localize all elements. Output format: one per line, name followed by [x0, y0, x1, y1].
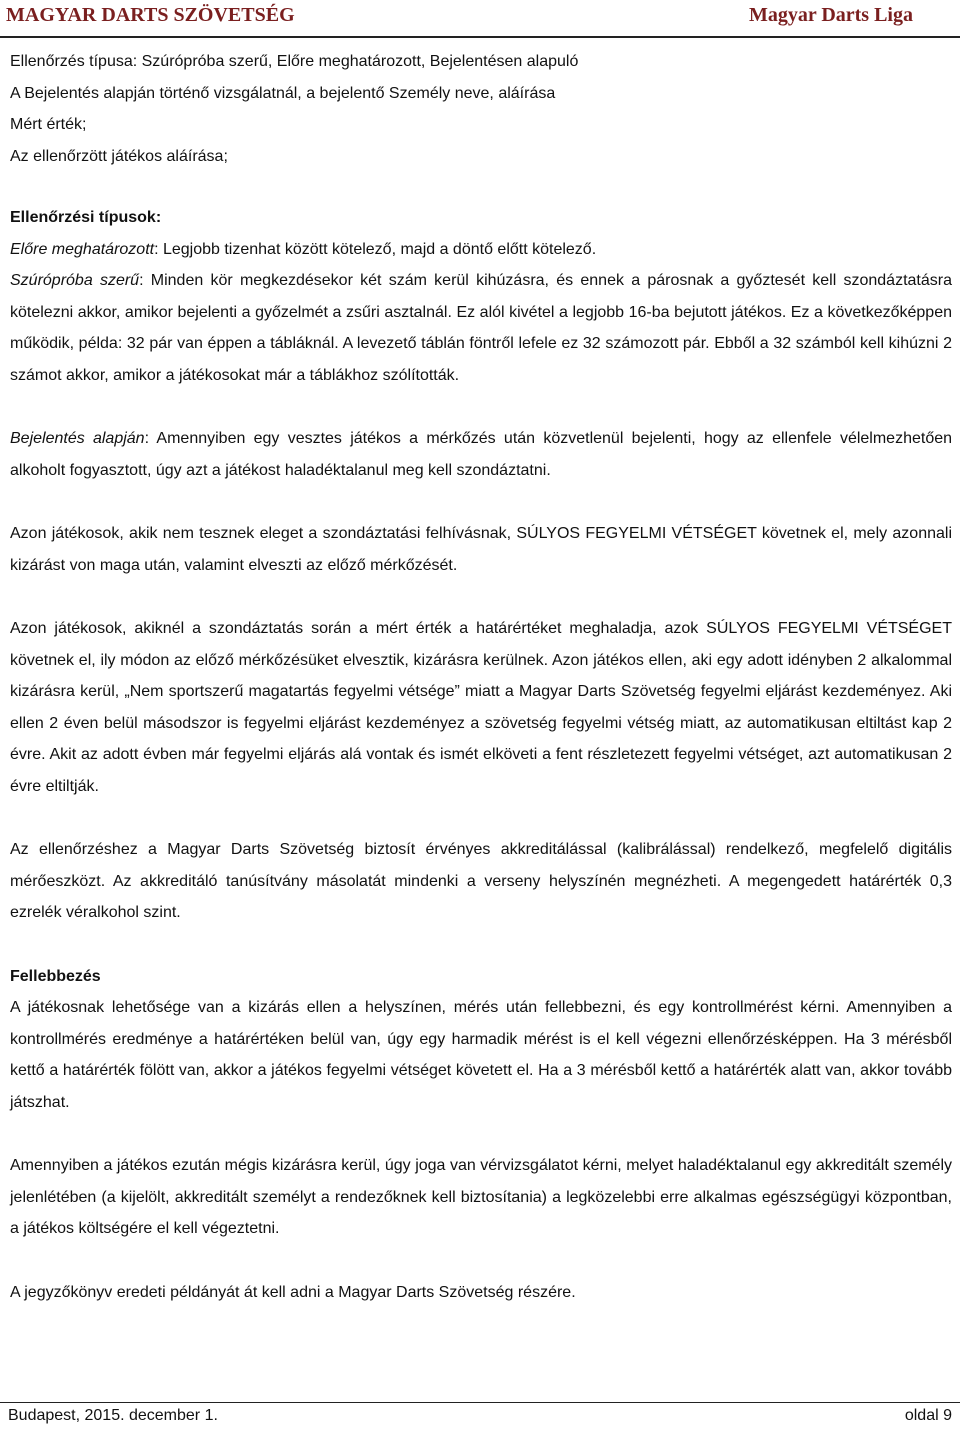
term-report: Bejelentés alapján [10, 430, 145, 447]
paragraph-exceed: Azon játékosok, akiknél a szondáztatás során a mért érték a határértéket meghaladja, azok SÚLYOS FEGYELMI VÉTSÉGET követnek el, ily módon az előző mérkőzésüket elvesztik, kizárásra kerülnek. Azon játékos ellen, aki egy adott idényben 2 alkalommal kizárásra kerül, „Nem sportszerű magatartás fegyelmi vétsége” miatt a Magyar Darts Szövetség fegyelmi eljárást kezdeményez. Aki ellen 2 éven belül másodszor is fegyelmi eljárást kezdeményez a szövetség fegyelmi vétség miatt, az automatikusan eltiltást kap 2 évre. Akit az adott évben már fegyelmi eljárás alá vontak és ismét elköveti a fent részletezett fegyelmi vétséget, azt automatikusan 2 évre eltiltják. [10, 620, 952, 795]
section-heading-appeal: Fellebbezés [10, 967, 101, 985]
intro-line: Ellenőrzés típusa: Szúrópróba szerű, Előre meghatározott, Bejelentésen alapuló [10, 53, 579, 70]
paragraph-minutes: A jegyzőkönyv eredeti példányát át kell adni a Magyar Darts Szövetség részére. [10, 1283, 576, 1301]
intro-line: Mért érték; [10, 116, 87, 133]
page-header [0, 0, 960, 38]
intro-line: Az ellenőrzött játékos aláírása; [10, 147, 228, 165]
page-footer [0, 1402, 960, 1429]
page-number: oldal 9 [904, 1407, 952, 1424]
header-league: Magyar Darts Liga [748, 4, 913, 26]
section-heading-types: Ellenőrzési típusok: [10, 209, 162, 226]
paragraph-random [10, 265, 952, 391]
paragraph-report [10, 423, 952, 486]
paragraph-appeal: A játékosnak lehetősége van a kizárás ellen a helyszínen, mérés után fellebbezni, és egy kontrollmérést kérni. Amennyiben a kontrollmérés eredménye a határértéken belül van, úgy egy harmadik mérést is el kell végezni ellenőrzésképpen. Ha 3 mérésből kettő a határérték fölött van, akkor a játékos fegyelmi vétséget követett el. Ha a 3 mérésből kettő a határérték alatt van, akkor tovább játszhat. [10, 999, 952, 1111]
paragraph-refuse: Azon játékosok, akik nem tesznek eleget a szondáztatási felhívásnak, SÚLYOS FEGYELMI VÉTSÉGET követnek el, mely azonnali kizárást von maga után, valamint elveszti az előző mérkőzését. [10, 525, 952, 574]
intro-line: A Bejelentés alapján történő vizsgálatnál, a bejelentő Személy neve, aláírása [10, 84, 556, 102]
term-predefined: Előre meghatározott [10, 240, 155, 258]
header-organization: MAGYAR DARTS SZÖVETSÉG [6, 4, 295, 26]
random-text: : Minden kör megkezdésekor két szám kerül kihúzásra, és ennek a párosnak a győztesét kell szondáztatásra kötelezni akkor, amikor bejelenti a győzelmét a zsűri asztalnál. Ez alól kivétel a legjobb 16-ba bejutott játékos. Ez a következőképpen működik, példa: 32 pár van éppen a tábláknál. A levezető táblán föntről lefele ez 32 számozott pár. Ebből a 32 számból kell kihúzni 2 számot akkor, amikor a játékosokat már a táblákhoz szólították. [10, 272, 952, 384]
paragraph-predefined [10, 234, 952, 266]
predefined-text: : Legjobb tizenhat között kötelező, majd a döntő előtt kötelező. [154, 240, 597, 258]
term-random: Szúrópróba szerű [10, 272, 140, 289]
document-body [10, 46, 952, 1308]
report-text: : Amennyiben egy vesztes játékos a mérkőzés után közvetlenül bejelenti, hogy az ellenfele vélelmezhetően alkoholt fogyasztott, úgy azt a játékost haladéktalanul meg kell szondáztatni. [10, 430, 953, 479]
footer-date: Budapest, 2015. december 1. [8, 1407, 218, 1424]
paragraph-device: Az ellenőrzéshez a Magyar Darts Szövetség biztosít érvényes akkreditálással (kalibrálással) rendelkező, megfelelő digitális mérőeszközt. Az akkreditáló tanúsítvány másolatát mindenki a verseny helyszínén megnézheti. A megengedett határérték 0,3 ezrelék véralkohol szint. [10, 841, 952, 921]
paragraph-blood-test: Amennyiben a játékos ezután mégis kizárásra kerül, úgy joga van vérvizsgálatot kérni, melyet haladéktalanul egy akkreditált személy jelenlétében (a kijelölt, akkreditált személyt a rendezőknek kell biztosítania) a legközelebbi erre alkalmas egészségügyi központban, a játékos költségére el kell végeztetni. [10, 1157, 952, 1237]
